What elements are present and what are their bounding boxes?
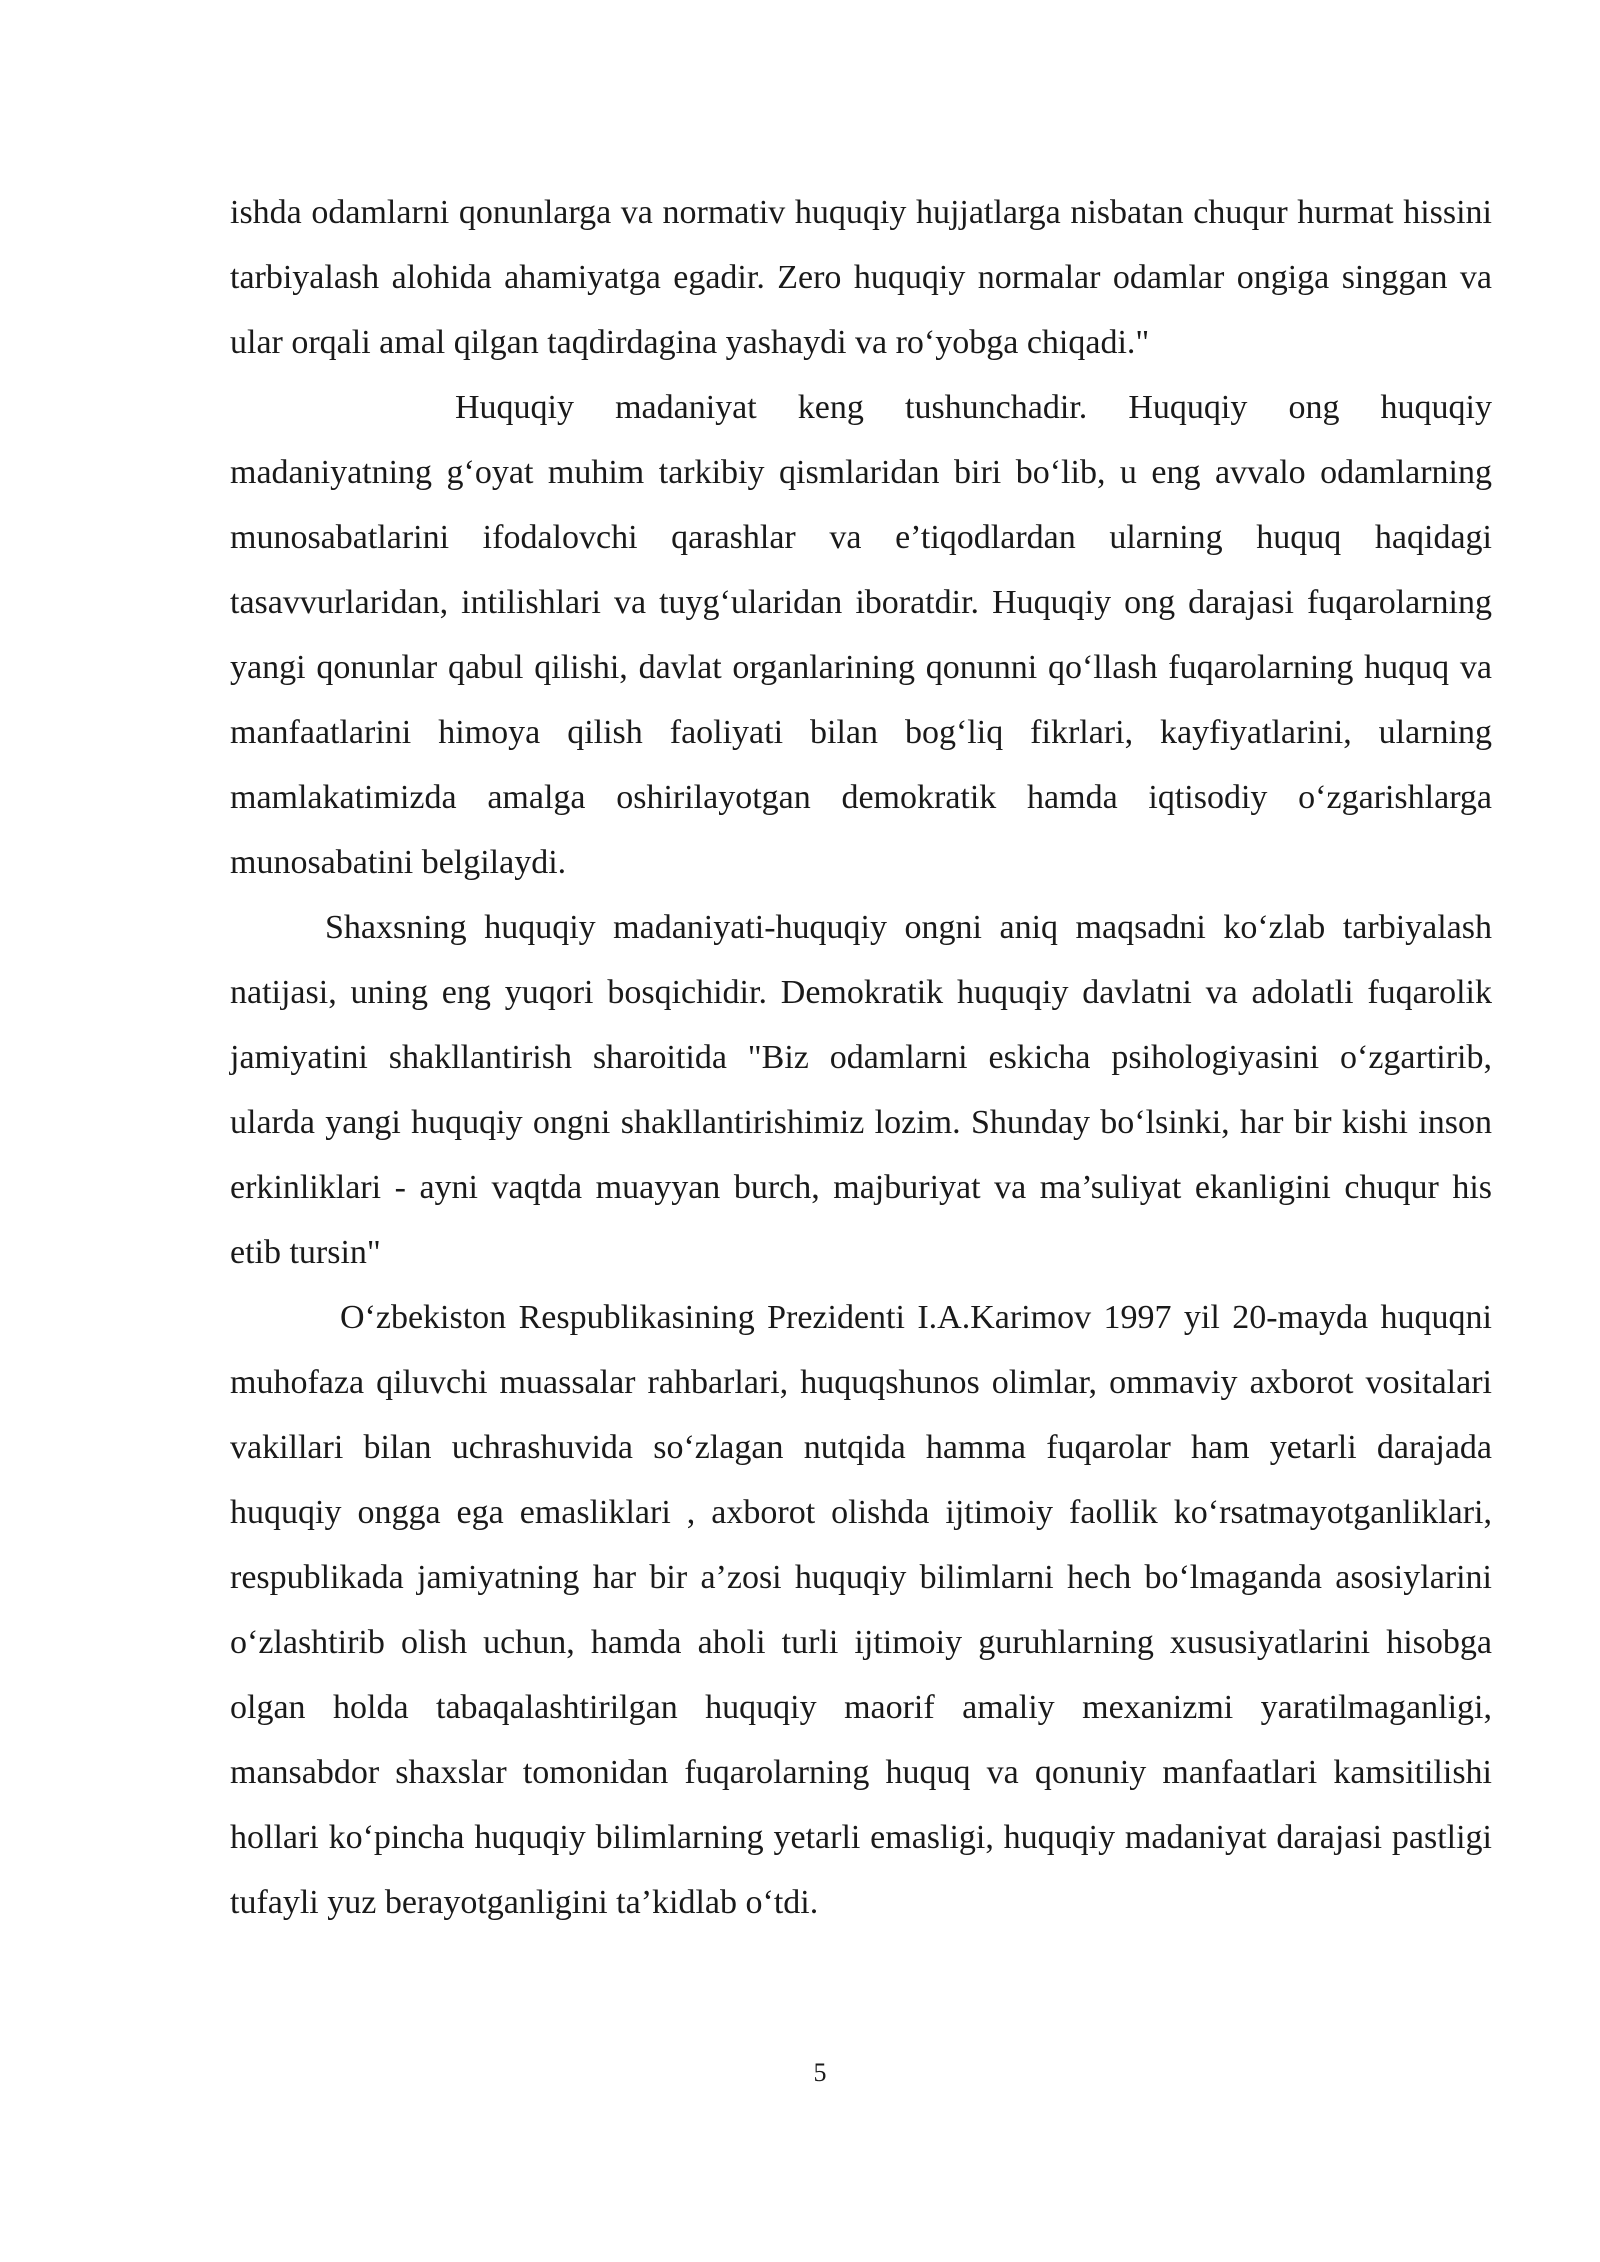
paragraph-1: ishda odamlarni qonunlarga va normativ huquqiy hujjatlarga nisbatan chuqur hurmat hissini tarbiyalash alohida ahamiyatga egadir. Zero huquqiy normalar odamlar ongiga singgan va ular orqali amal qilgan taqdirdagina yashaydi va roʻyobga chiqadi." <box>230 194 1492 361</box>
document-body <box>230 180 1492 1935</box>
paragraph-4: Oʻzbekiston Respublikasining Prezidenti I.A.Karimov 1997 yil 20-mayda huquqni muhofaza qiluvchi muassalar rahbarlari, huquqshunos olimlar, ommaviy axborot vositalari vakillari bilan uchrashuvida soʻzlagan nutqida hamma fuqarolar ham yetarli darajada huquqiy ongga ega emasliklari , axborot olishda ijtimoiy faollik koʻrsatmayotganliklari, respublikada jamiyatning har bir a’zosi huquqiy bilimlarni hech boʻlmaganda asosiylarini oʻzlashtirib olish uchun, hamda aholi turli ijtimoiy guruhlarning xususiyatlarini hisobga olgan holda tabaqalashtirilgan huquqiy maorif amaliy mexanizmi yaratilmaganligi, mansabdor shaxslar tomonidan fuqarolarning huquq va qonuniy manfaatlari kamsitilishi hollari koʻpincha huquqiy bilimlarning yetarli emasligi, huquqiy madaniyat darajasi pastligi tufayli yuz berayotganligini ta’kidlab oʻtdi. <box>230 1299 1492 1921</box>
paragraph-3: Shaxsning huquqiy madaniyati-huquqiy ongni aniq maqsadni koʻzlab tarbiyalash natijasi, uning eng yuqori bosqichidir. Demokratik huquqiy davlatni va adolatli fuqarolik jamiyatini shakllantirish sharoitida "Biz odamlarni eskicha psihologiyasini oʻzgartirib, ularda yangi huquqiy ongni shakllantirishimiz lozim. Shunday boʻlsinki, har bir kishi inson erkinliklari - ayni vaqtda muayyan burch, majburiyat va ma’suliyat ekanligini chuqur his etib tursin" <box>230 909 1492 1271</box>
page-number: 5 <box>813 2058 827 2087</box>
paragraph-2: Huquqiy madaniyat keng tushunchadir. Huquqiy ong huquqiy madaniyatning gʻoyat muhim tarkibiy qismlaridan biri boʻlib, u eng avvalo odamlarning munosabatlarini ifodalovchi qarashlar va e’tiqodlardan ularning huquq haqidagi tasavvurlaridan, intilishlari va tuygʻularidan iboratdir. Huquqiy ong darajasi fuqarolarning yangi qonunlar qabul qilishi, davlat organlarining qonunni qoʻllash fuqarolarning huquq va manfaatlarini himoya qilish faoliyati bilan bogʻliq fikrlari, kayfiyatlarini, ularning mamlakatimizda amalga oshirilayotgan demokratik hamda iqtisodiy oʻzgarishlarga munosabatini belgilaydi. <box>230 389 1492 881</box>
